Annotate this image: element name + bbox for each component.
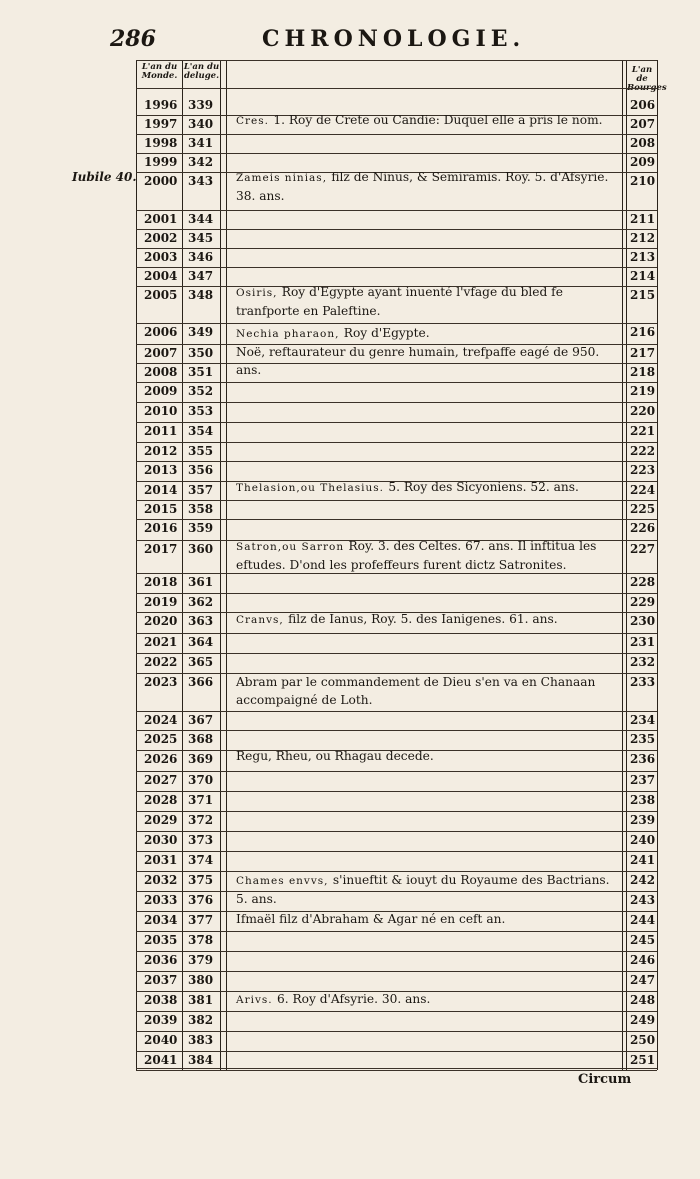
row-rule bbox=[136, 153, 657, 154]
year-since-deluge: 376 bbox=[188, 893, 214, 907]
chronology-entry bbox=[236, 283, 624, 320]
rule-bourges-inner bbox=[626, 60, 627, 1070]
year-of-bourges: 206 bbox=[630, 98, 656, 112]
year-of-world: 2029 bbox=[144, 813, 178, 827]
year-of-world: 2038 bbox=[144, 993, 178, 1007]
header-deluge bbox=[183, 63, 220, 81]
year-of-bourges: 208 bbox=[630, 136, 656, 150]
chronology-entry bbox=[236, 673, 624, 709]
year-of-bourges: 218 bbox=[630, 365, 656, 379]
year-of-bourges: 231 bbox=[630, 635, 656, 649]
entry-text: Roy. 3. des Celtes. 67. ans. Il inftitua les eftudes. D'ond les profeffeurs furent dictz Satronites. bbox=[236, 539, 597, 572]
row-rule bbox=[136, 971, 657, 972]
year-of-world: 2008 bbox=[144, 365, 178, 379]
year-of-bourges: 236 bbox=[630, 752, 656, 766]
year-since-deluge: 383 bbox=[188, 1033, 214, 1047]
year-of-world: 2015 bbox=[144, 502, 178, 516]
table-top-rule bbox=[136, 60, 657, 61]
chronology-entry bbox=[236, 990, 624, 1009]
year-of-bourges: 226 bbox=[630, 521, 656, 535]
year-since-deluge: 354 bbox=[188, 424, 214, 438]
year-of-world: 1997 bbox=[144, 117, 178, 131]
year-of-bourges: 250 bbox=[630, 1033, 656, 1047]
year-since-deluge: 353 bbox=[188, 404, 214, 418]
header-bourges-line1: L'an de bbox=[631, 65, 653, 84]
year-since-deluge: 339 bbox=[188, 98, 214, 112]
year-of-bourges: 238 bbox=[630, 793, 656, 807]
year-of-world: 2023 bbox=[144, 675, 178, 689]
year-of-bourges: 209 bbox=[630, 155, 656, 169]
year-of-world: 2009 bbox=[144, 384, 178, 398]
rule-right bbox=[657, 60, 658, 1070]
year-of-bourges: 210 bbox=[630, 174, 656, 188]
year-since-deluge: 359 bbox=[188, 521, 214, 535]
year-of-bourges: 211 bbox=[630, 212, 656, 226]
year-of-world: 2004 bbox=[144, 269, 178, 283]
year-of-bourges: 233 bbox=[630, 675, 656, 689]
year-since-deluge: 360 bbox=[188, 542, 214, 556]
rule-deluge-text bbox=[220, 60, 221, 1070]
year-of-world: 2011 bbox=[144, 424, 178, 438]
year-since-deluge: 349 bbox=[188, 325, 214, 339]
header-world bbox=[137, 63, 182, 81]
year-since-deluge: 358 bbox=[188, 502, 214, 516]
row-rule bbox=[136, 500, 657, 501]
year-of-bourges: 213 bbox=[630, 250, 656, 264]
year-since-deluge: 378 bbox=[188, 933, 214, 947]
year-since-deluge: 340 bbox=[188, 117, 214, 131]
year-of-world: 2002 bbox=[144, 231, 178, 245]
year-of-world: 2013 bbox=[144, 463, 178, 477]
year-since-deluge: 352 bbox=[188, 384, 214, 398]
entry-text: Regu, Rheu, ou Rhagau decede. bbox=[236, 749, 434, 763]
year-of-world: 2003 bbox=[144, 250, 178, 264]
year-of-world: 2027 bbox=[144, 773, 178, 787]
year-of-world: 2018 bbox=[144, 575, 178, 589]
entry-text: filz de Ninus, & Semiramis. Roy. 5. d'Afsyrie. 38. ans. bbox=[236, 170, 609, 203]
year-of-bourges: 214 bbox=[630, 269, 656, 283]
entry-lead: Nechia pharaon, bbox=[236, 328, 344, 340]
year-since-deluge: 343 bbox=[188, 174, 214, 188]
year-since-deluge: 379 bbox=[188, 953, 214, 967]
year-of-bourges: 246 bbox=[630, 953, 656, 967]
year-of-world: 2039 bbox=[144, 1013, 178, 1027]
year-of-bourges: 221 bbox=[630, 424, 656, 438]
year-since-deluge: 357 bbox=[188, 483, 214, 497]
year-of-world: 2035 bbox=[144, 933, 178, 947]
year-of-bourges: 229 bbox=[630, 595, 656, 609]
row-rule bbox=[136, 730, 657, 731]
year-of-bourges: 235 bbox=[630, 732, 656, 746]
year-since-deluge: 382 bbox=[188, 1013, 214, 1027]
entry-lead: Zameis ninias, bbox=[236, 172, 332, 184]
entry-lead: Osiris, bbox=[236, 287, 282, 299]
year-of-bourges: 251 bbox=[630, 1053, 656, 1067]
year-of-world: 2001 bbox=[144, 212, 178, 226]
year-of-world: 2010 bbox=[144, 404, 178, 418]
row-rule bbox=[136, 633, 657, 634]
row-rule bbox=[136, 811, 657, 812]
chronology-entry bbox=[236, 111, 624, 130]
row-rule bbox=[136, 931, 657, 932]
year-since-deluge: 348 bbox=[188, 288, 214, 302]
year-since-deluge: 373 bbox=[188, 833, 214, 847]
header-world-line1: L'an du bbox=[141, 62, 178, 72]
header-deluge-line2: deluge. bbox=[183, 71, 220, 81]
row-rule bbox=[136, 1031, 657, 1032]
chronology-entry bbox=[236, 343, 624, 379]
year-of-world: 2020 bbox=[144, 614, 178, 628]
page-number: 286 bbox=[110, 26, 156, 52]
entry-text: filz de Ianus, Roy. 5. des Ianigenes. 61. ans. bbox=[288, 612, 558, 626]
year-since-deluge: 369 bbox=[188, 752, 214, 766]
year-since-deluge: 371 bbox=[188, 793, 214, 807]
year-of-world: 2017 bbox=[144, 542, 178, 556]
year-of-world: 2021 bbox=[144, 635, 178, 649]
year-of-world: 2028 bbox=[144, 793, 178, 807]
chronology-entry bbox=[236, 610, 624, 629]
entry-lead: Arivs. bbox=[236, 994, 277, 1006]
year-of-bourges: 207 bbox=[630, 117, 656, 131]
entry-text: Roy d'Egypte. bbox=[343, 326, 430, 340]
row-rule bbox=[136, 831, 657, 832]
year-of-bourges: 247 bbox=[630, 973, 656, 987]
year-of-world: 2006 bbox=[144, 325, 178, 339]
row-rule bbox=[136, 653, 657, 654]
chronology-entry bbox=[236, 871, 624, 908]
year-of-world: 2034 bbox=[144, 913, 178, 927]
row-rule bbox=[136, 951, 657, 952]
year-of-world: 2032 bbox=[144, 873, 178, 887]
entry-text: 5. Roy des Sicyoniens. 52. ans. bbox=[388, 480, 579, 494]
year-since-deluge: 368 bbox=[188, 732, 214, 746]
year-of-bourges: 245 bbox=[630, 933, 656, 947]
header-bourges-line2: Bourges bbox=[627, 83, 667, 93]
year-of-bourges: 240 bbox=[630, 833, 656, 847]
year-of-bourges: 222 bbox=[630, 444, 656, 458]
row-rule bbox=[136, 791, 657, 792]
entry-text: Ifmaël filz d'Abraham & Agar né en ceft an. bbox=[236, 912, 506, 926]
row-rule bbox=[136, 442, 657, 443]
year-of-world: 2026 bbox=[144, 752, 178, 766]
chronology-entry bbox=[236, 168, 624, 205]
year-of-world: 1998 bbox=[144, 136, 178, 150]
row-rule bbox=[136, 267, 657, 268]
year-of-world: 2012 bbox=[144, 444, 178, 458]
rule-text-inner bbox=[226, 60, 227, 1070]
year-of-world: 2014 bbox=[144, 483, 178, 497]
year-of-bourges: 215 bbox=[630, 288, 656, 302]
year-of-bourges: 243 bbox=[630, 893, 656, 907]
year-of-bourges: 212 bbox=[630, 231, 656, 245]
year-of-bourges: 248 bbox=[630, 993, 656, 1007]
entry-text: Roy d'Egypte ayant inuenté l'vfage du bled fe tranfporte en Paleftine. bbox=[236, 285, 563, 318]
year-since-deluge: 384 bbox=[188, 1053, 214, 1067]
year-of-bourges: 249 bbox=[630, 1013, 656, 1027]
year-of-world: 2033 bbox=[144, 893, 178, 907]
year-of-bourges: 237 bbox=[630, 773, 656, 787]
row-rule bbox=[136, 1068, 657, 1069]
year-of-bourges: 228 bbox=[630, 575, 656, 589]
year-of-world: 2019 bbox=[144, 595, 178, 609]
header-deluge-line1: L'an du bbox=[183, 62, 220, 72]
year-of-bourges: 223 bbox=[630, 463, 656, 477]
year-since-deluge: 377 bbox=[188, 913, 214, 927]
year-of-bourges: 242 bbox=[630, 873, 656, 887]
row-rule bbox=[136, 382, 657, 383]
chronology-entry bbox=[236, 324, 624, 343]
row-rule bbox=[136, 519, 657, 520]
year-since-deluge: 341 bbox=[188, 136, 214, 150]
year-since-deluge: 364 bbox=[188, 635, 214, 649]
rule-left bbox=[136, 60, 137, 1070]
year-since-deluge: 361 bbox=[188, 575, 214, 589]
year-since-deluge: 362 bbox=[188, 595, 214, 609]
year-since-deluge: 351 bbox=[188, 365, 214, 379]
entry-text: Abram par le commandement de Dieu s'en va en Chanaan accompaigné de Loth. bbox=[236, 675, 596, 707]
row-rule bbox=[136, 851, 657, 852]
year-of-bourges: 216 bbox=[630, 325, 656, 339]
year-of-bourges: 230 bbox=[630, 614, 656, 628]
year-of-world: 2037 bbox=[144, 973, 178, 987]
year-of-world: 2016 bbox=[144, 521, 178, 535]
year-since-deluge: 365 bbox=[188, 655, 214, 669]
row-rule bbox=[136, 1011, 657, 1012]
year-of-bourges: 224 bbox=[630, 483, 656, 497]
year-of-world: 2022 bbox=[144, 655, 178, 669]
entry-text: 6. Roy d'Afsyrie. 30. ans. bbox=[276, 992, 431, 1006]
row-rule bbox=[136, 593, 657, 594]
year-of-bourges: 232 bbox=[630, 655, 656, 669]
rule-world-deluge bbox=[182, 60, 183, 1070]
year-since-deluge: 356 bbox=[188, 463, 214, 477]
year-since-deluge: 366 bbox=[188, 675, 214, 689]
row-rule bbox=[136, 229, 657, 230]
year-since-deluge: 344 bbox=[188, 212, 214, 226]
year-of-world: 1999 bbox=[144, 155, 178, 169]
entry-text: Noë, reftaurateur du genre humain, trefpaffe eagé de 950. ans. bbox=[236, 345, 600, 377]
entry-lead: Satron,ou Sarron bbox=[236, 541, 349, 553]
chronology-entry bbox=[236, 910, 624, 928]
year-of-bourges: 241 bbox=[630, 853, 656, 867]
year-of-world: 2000 bbox=[144, 174, 178, 188]
chronology-entry bbox=[236, 537, 624, 574]
year-since-deluge: 350 bbox=[188, 346, 214, 360]
running-head: CHRONOLOGIE. bbox=[262, 26, 526, 52]
year-since-deluge: 342 bbox=[188, 155, 214, 169]
header-rule bbox=[136, 88, 657, 89]
header-world-line2: Monde. bbox=[141, 71, 178, 81]
year-of-bourges: 234 bbox=[630, 713, 656, 727]
year-of-bourges: 227 bbox=[630, 542, 656, 556]
year-of-bourges: 219 bbox=[630, 384, 656, 398]
year-since-deluge: 374 bbox=[188, 853, 214, 867]
year-of-world: 2030 bbox=[144, 833, 178, 847]
year-of-bourges: 239 bbox=[630, 813, 656, 827]
chronology-entry bbox=[236, 747, 624, 765]
year-of-bourges: 217 bbox=[630, 346, 656, 360]
year-since-deluge: 345 bbox=[188, 231, 214, 245]
catchword: Circum bbox=[578, 1072, 632, 1087]
year-of-world: 2041 bbox=[144, 1053, 178, 1067]
entry-lead: Chames envvs, bbox=[236, 875, 333, 887]
row-rule bbox=[136, 461, 657, 462]
year-of-world: 2025 bbox=[144, 732, 178, 746]
year-since-deluge: 380 bbox=[188, 973, 214, 987]
row-rule bbox=[136, 134, 657, 135]
row-rule bbox=[136, 248, 657, 249]
row-rule bbox=[136, 1051, 657, 1052]
chronology-entry bbox=[236, 478, 624, 497]
year-since-deluge: 346 bbox=[188, 250, 214, 264]
year-of-bourges: 225 bbox=[630, 502, 656, 516]
table-bottom-rule bbox=[136, 1070, 657, 1071]
row-rule bbox=[136, 402, 657, 403]
year-of-world: 2031 bbox=[144, 853, 178, 867]
entry-lead: Thelasion,ou Thelasius. bbox=[236, 482, 389, 494]
year-of-world: 2036 bbox=[144, 953, 178, 967]
entry-text: s'inueftit & iouyt du Royaume des Bactrians. 5. ans. bbox=[236, 873, 610, 906]
year-since-deluge: 370 bbox=[188, 773, 214, 787]
year-since-deluge: 355 bbox=[188, 444, 214, 458]
year-of-bourges: 220 bbox=[630, 404, 656, 418]
year-of-world: 2005 bbox=[144, 288, 178, 302]
year-since-deluge: 375 bbox=[188, 873, 214, 887]
year-of-world: 1996 bbox=[144, 98, 178, 112]
year-since-deluge: 381 bbox=[188, 993, 214, 1007]
jubile-side-note: Iubile 40. bbox=[72, 170, 137, 184]
entry-lead: Cranvs, bbox=[236, 614, 289, 626]
year-since-deluge: 363 bbox=[188, 614, 214, 628]
entry-text: 1. Roy de Crete ou Candie: Duquel elle a pris le nom. bbox=[273, 113, 603, 127]
year-since-deluge: 347 bbox=[188, 269, 214, 283]
year-of-world: 2024 bbox=[144, 713, 178, 727]
row-rule bbox=[136, 711, 657, 712]
year-since-deluge: 367 bbox=[188, 713, 214, 727]
row-rule bbox=[136, 771, 657, 772]
year-of-bourges: 244 bbox=[630, 913, 656, 927]
row-rule bbox=[136, 422, 657, 423]
year-since-deluge: 372 bbox=[188, 813, 214, 827]
year-of-world: 2007 bbox=[144, 346, 178, 360]
year-of-world: 2040 bbox=[144, 1033, 178, 1047]
entry-lead: Cres. bbox=[236, 115, 274, 127]
row-rule bbox=[136, 210, 657, 211]
